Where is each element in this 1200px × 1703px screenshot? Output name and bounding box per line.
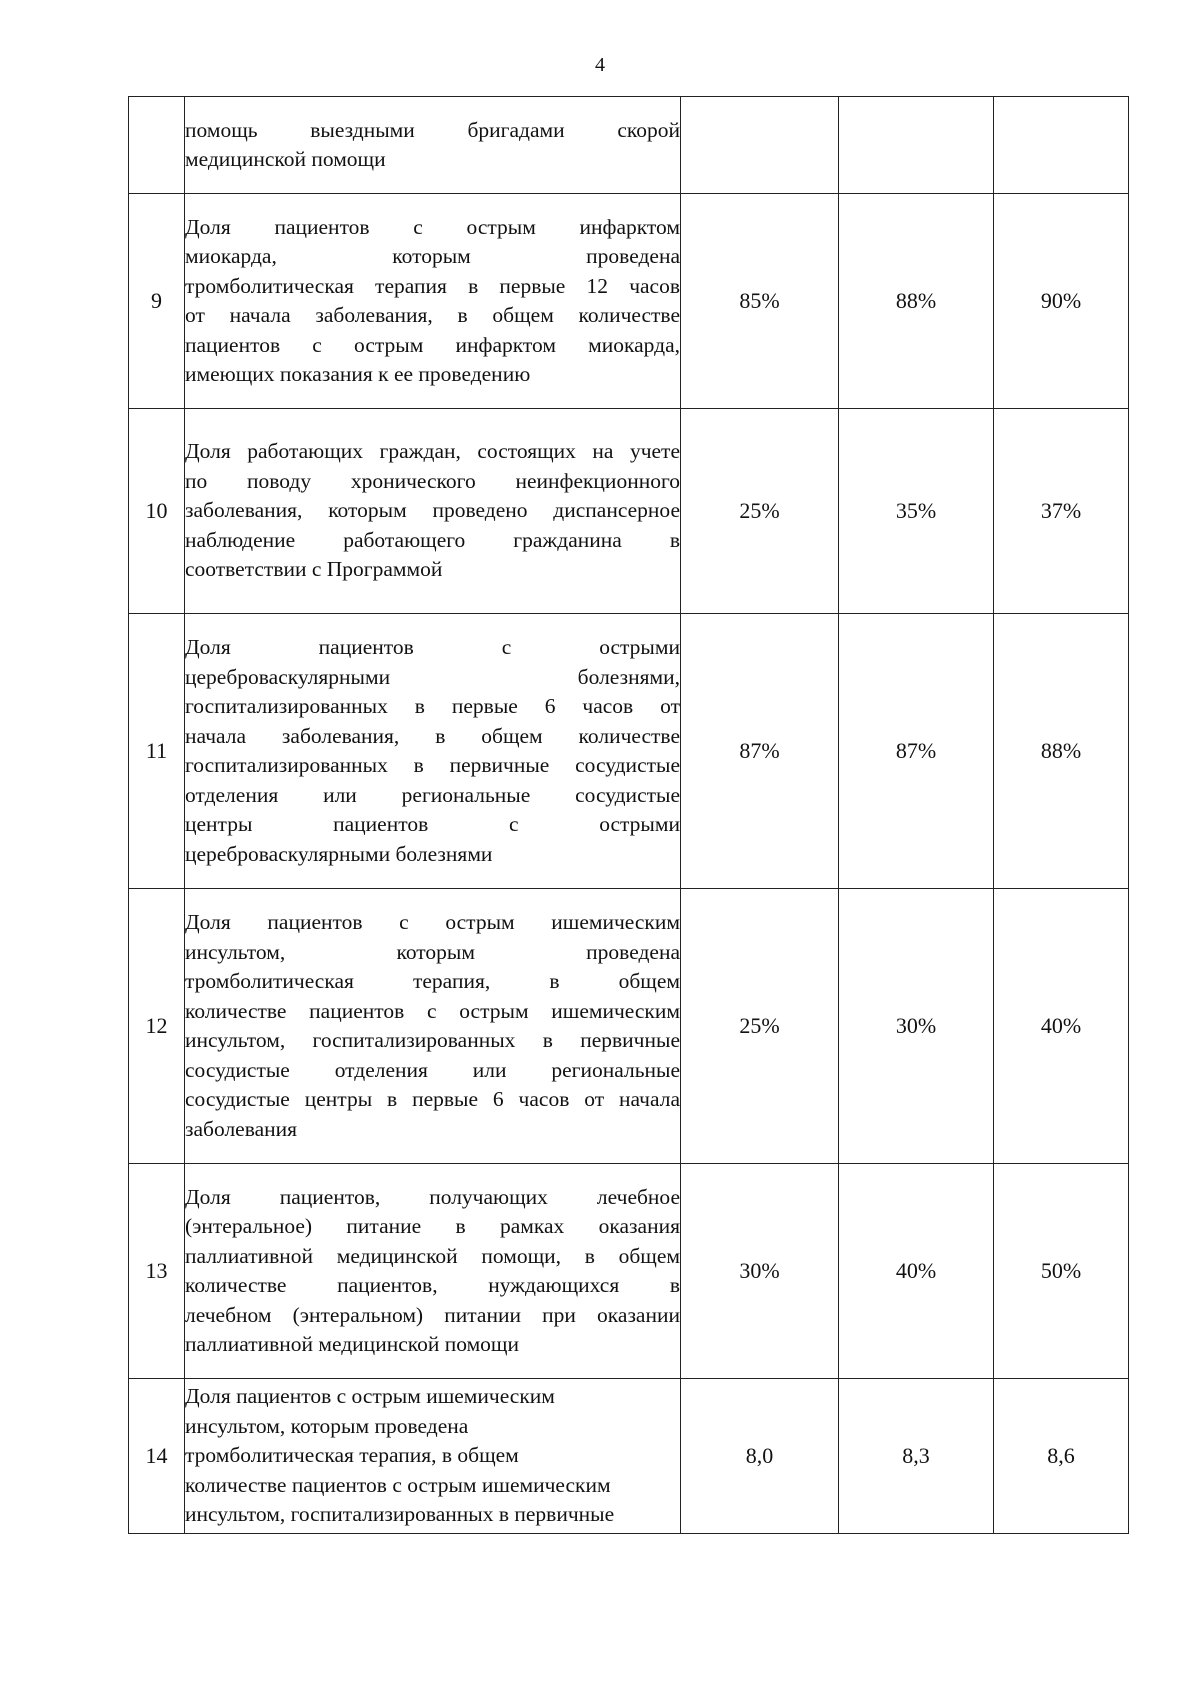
value-year-3: 40% xyxy=(994,889,1129,1164)
description-line: Доля работающих граждан, состоящих на учете xyxy=(185,439,680,464)
description-line: госпитализированных в первые 6 часов от xyxy=(185,694,680,718)
indicator-description xyxy=(185,1379,681,1534)
description-line: заболевания xyxy=(185,1116,298,1141)
description-line: Доля пациентов с острым ишемическим xyxy=(185,910,680,934)
indicator-description xyxy=(185,614,681,889)
description-line: Доля пациентов с острым ишемическим xyxy=(185,1384,555,1409)
indicator-description xyxy=(185,194,681,409)
description-line: медицинской помощи xyxy=(185,147,386,171)
table-row xyxy=(129,614,1129,889)
description-line: количестве пациентов с острым ишемическим xyxy=(185,1472,611,1497)
indicator-description xyxy=(185,889,681,1164)
indicator-description xyxy=(185,97,681,194)
row-number: 13 xyxy=(129,1164,185,1379)
value-year-1: 30% xyxy=(681,1164,839,1379)
description-line: Доля пациентов с острыми xyxy=(185,635,680,659)
description-line: паллиативной медицинской помощи, в общем xyxy=(185,1243,680,1268)
row-number: 14 xyxy=(129,1379,185,1534)
value-year-2 xyxy=(839,97,994,194)
description-line: начала заболевания, в общем количестве xyxy=(185,723,680,748)
description-line: тромболитическая терапия в первые 12 часов xyxy=(185,273,680,298)
description-line: инсультом, которым проведена xyxy=(185,939,680,964)
value-year-3: 50% xyxy=(994,1164,1129,1379)
value-year-3: 37% xyxy=(994,409,1129,614)
description-line: от начала заболевания, в общем количестве xyxy=(185,303,680,327)
value-year-1: 8,0 xyxy=(681,1379,839,1534)
value-year-3: 88% xyxy=(994,614,1129,889)
value-year-2: 35% xyxy=(839,409,994,614)
value-year-2: 87% xyxy=(839,614,994,889)
value-year-3 xyxy=(994,97,1129,194)
value-year-1 xyxy=(681,97,839,194)
value-year-2: 88% xyxy=(839,194,994,409)
description-line: лечебном (энтеральном) питании при оказании xyxy=(185,1302,680,1327)
description-line: центры пациентов с острыми xyxy=(185,812,680,836)
description-line: наблюдение работающего гражданина в xyxy=(185,527,680,552)
value-year-1: 85% xyxy=(681,194,839,409)
table-row xyxy=(129,1164,1129,1379)
description-line: по поводу хронического неинфекционного xyxy=(185,468,680,493)
table-row xyxy=(129,889,1129,1164)
description-line: количестве пациентов, нуждающихся в xyxy=(185,1273,680,1297)
value-year-1: 87% xyxy=(681,614,839,889)
description-line: Доля пациентов, получающих лечебное xyxy=(185,1184,680,1209)
description-line: инсультом, госпитализированных в первичные xyxy=(185,1028,680,1052)
description-line: тромболитическая терапия, в общем xyxy=(185,1443,519,1468)
indicator-description xyxy=(185,1164,681,1379)
description-line: инсультом, которым проведена xyxy=(185,1413,469,1438)
description-line: помощь выездными бригадами скорой xyxy=(185,117,680,142)
table-row xyxy=(129,1379,1129,1534)
row-number: 11 xyxy=(129,614,185,889)
indicators-table-body xyxy=(129,97,1129,1534)
row-number: 10 xyxy=(129,409,185,614)
table-row xyxy=(129,97,1129,194)
description-line: сосудистые отделения или региональные xyxy=(185,1057,680,1082)
table-row xyxy=(129,194,1129,409)
description-line: госпитализированных в первичные сосудистые xyxy=(185,753,680,777)
description-line: количестве пациентов с острым ишемическим xyxy=(185,998,680,1023)
description-line: имеющих показания к ее проведению xyxy=(185,362,531,386)
row-number xyxy=(129,97,185,194)
value-year-2: 30% xyxy=(839,889,994,1164)
description-line: заболевания, которым проведено диспансерное xyxy=(185,498,680,523)
row-number: 9 xyxy=(129,194,185,409)
description-line: цереброваскулярными болезнями, xyxy=(185,664,680,689)
description-line: цереброваскулярными болезнями xyxy=(185,841,493,866)
description-line: Доля пациентов с острым инфарктом xyxy=(185,214,680,239)
description-line: тромболитическая терапия, в общем xyxy=(185,969,680,993)
value-year-1: 25% xyxy=(681,409,839,614)
description-line: пациентов с острым инфарктом миокарда, xyxy=(185,332,680,357)
value-year-2: 40% xyxy=(839,1164,994,1379)
value-year-3: 8,6 xyxy=(994,1379,1129,1534)
description-line: соответствии с Программой xyxy=(185,557,443,582)
description-line: миокарда, которым проведена xyxy=(185,244,680,268)
description-line: отделения или региональные сосудистые xyxy=(185,782,680,807)
description-line: инсультом, госпитализированных в первичные xyxy=(185,1502,615,1527)
value-year-3: 90% xyxy=(994,194,1129,409)
description-line: паллиативной медицинской помощи xyxy=(185,1332,519,1356)
indicator-description xyxy=(185,409,681,614)
description-line: сосудистые центры в первые 6 часов от начала xyxy=(185,1087,680,1111)
indicators-table xyxy=(128,96,1129,1534)
description-line: (энтеральное) питание в рамках оказания xyxy=(185,1214,680,1238)
value-year-1: 25% xyxy=(681,889,839,1164)
page-number: 4 xyxy=(595,54,605,76)
table-row xyxy=(129,409,1129,614)
value-year-2: 8,3 xyxy=(839,1379,994,1534)
row-number: 12 xyxy=(129,889,185,1164)
